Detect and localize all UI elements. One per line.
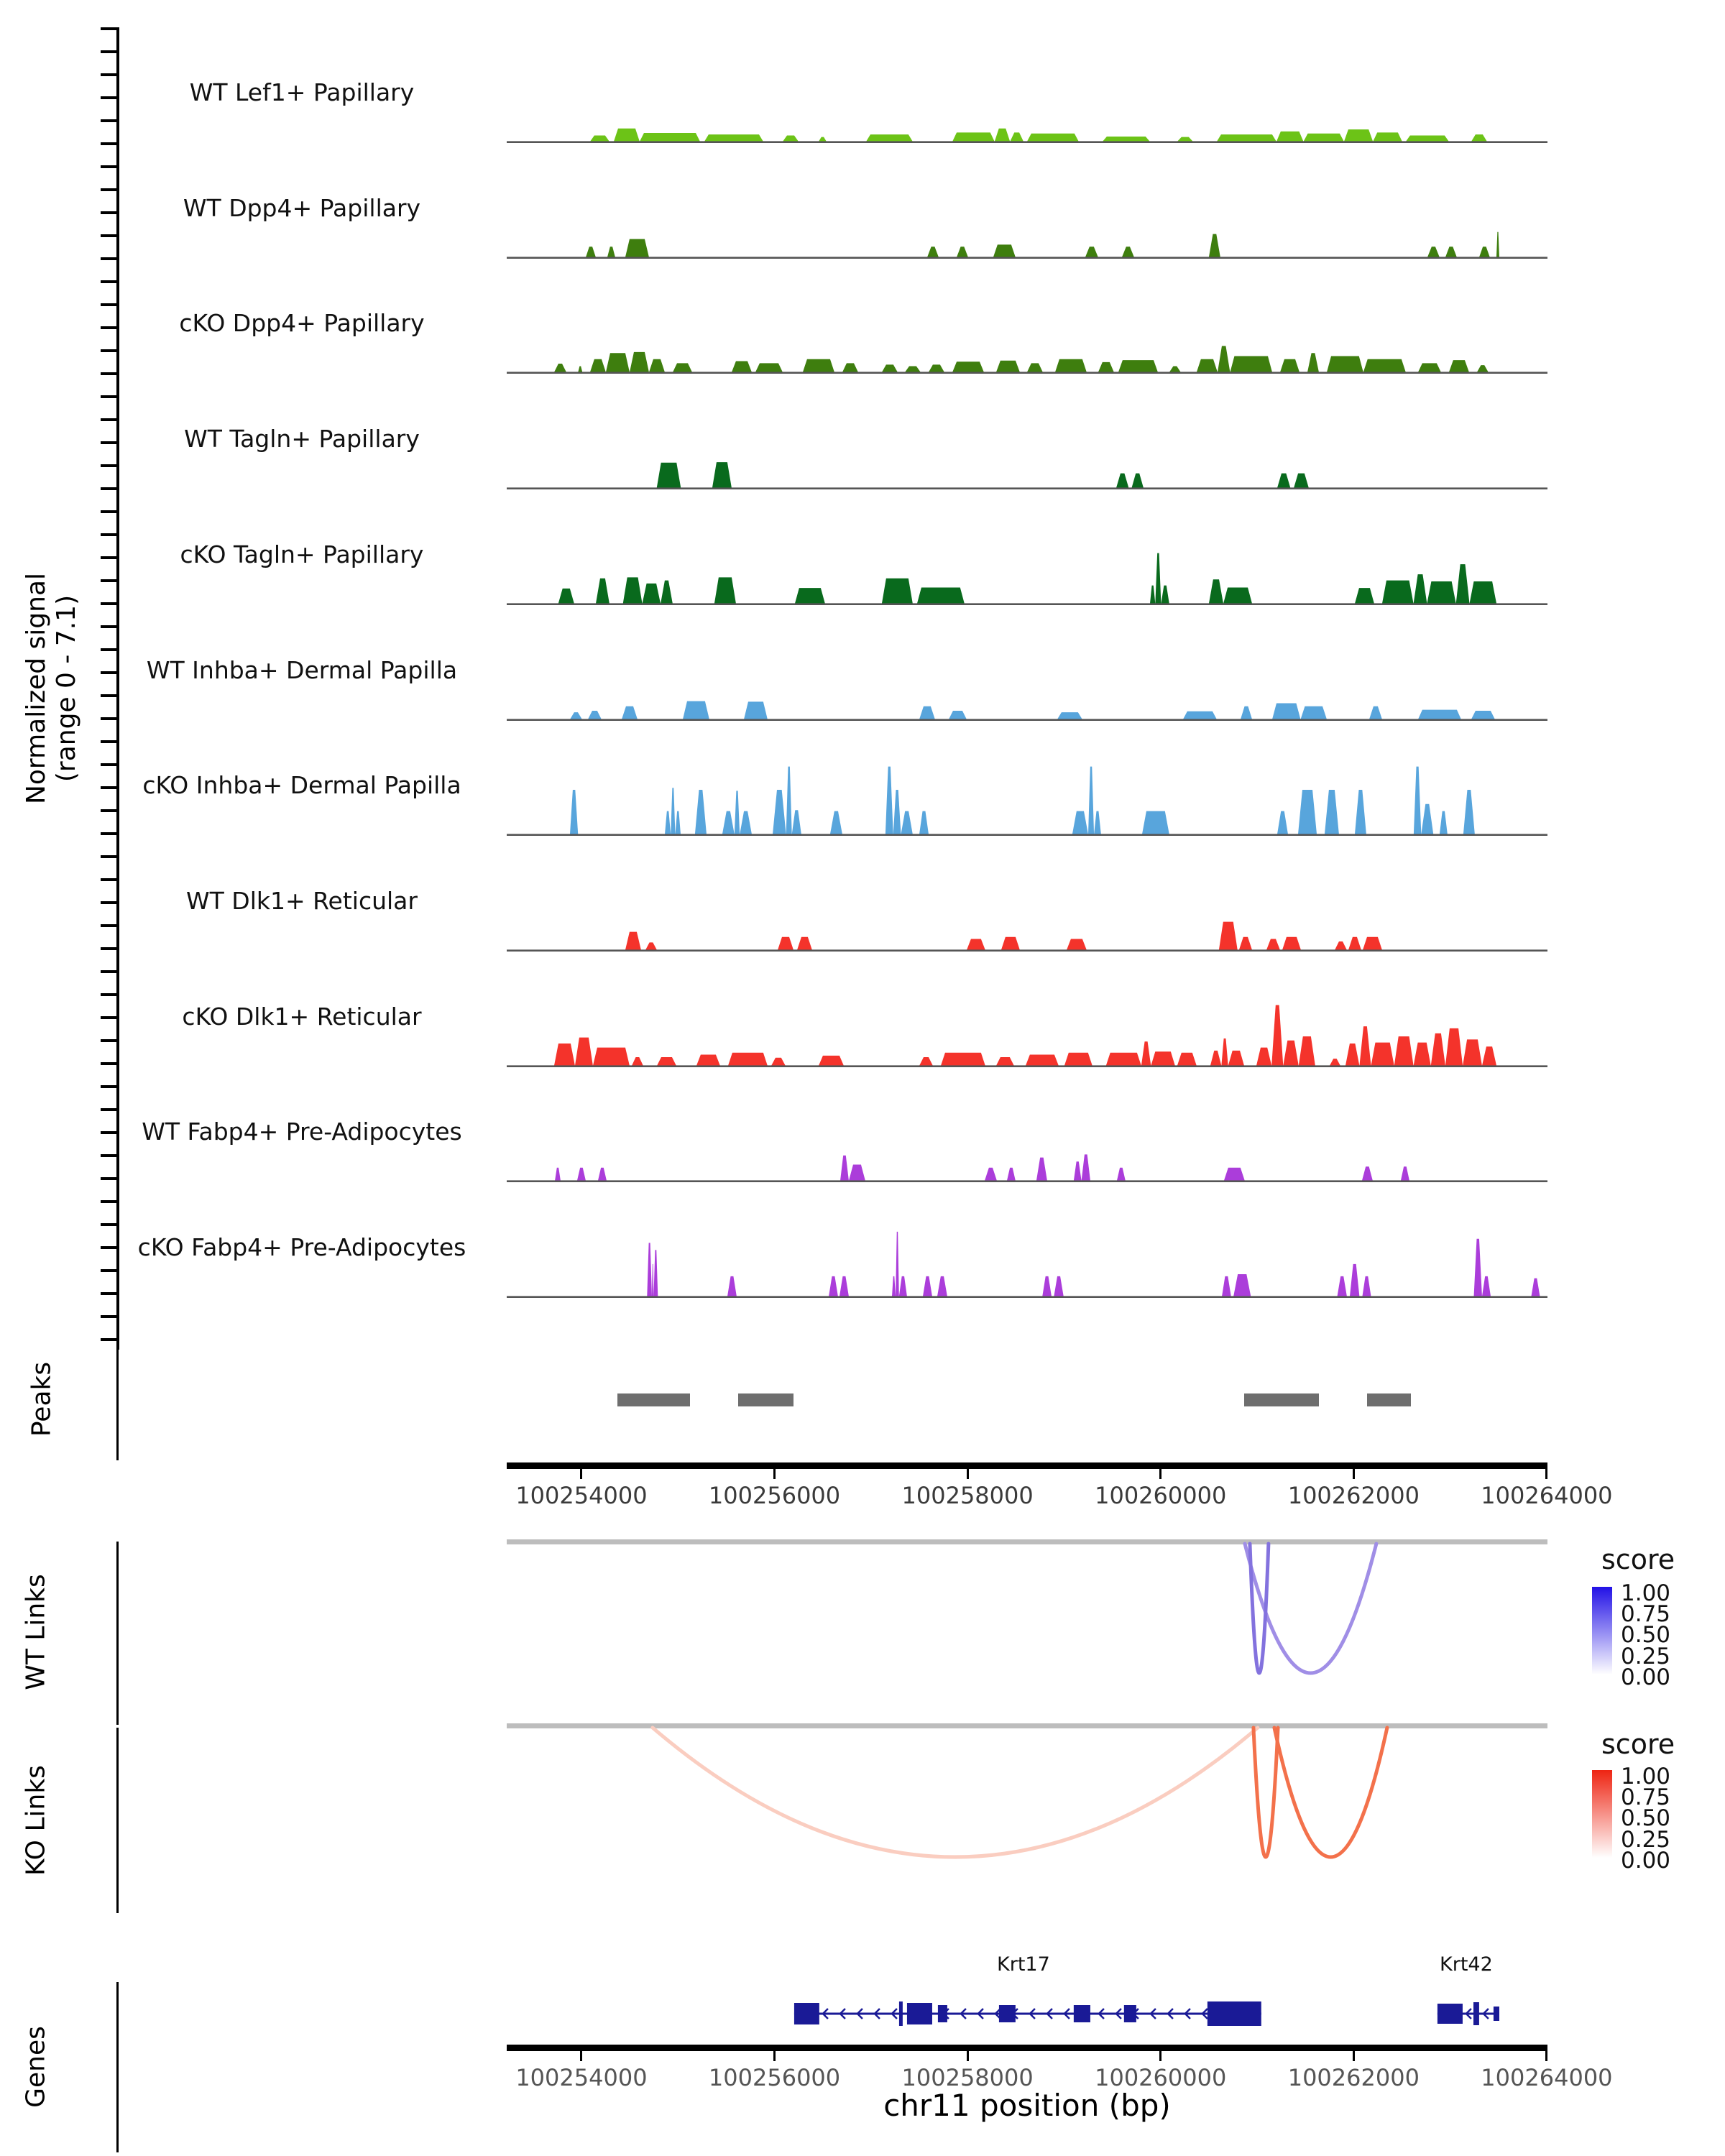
link-arc xyxy=(1274,1728,1387,1857)
legend-tick-label: 0.00 xyxy=(1621,1664,1671,1690)
axis-tick-label: 100264000 xyxy=(1481,2064,1613,2091)
legend-tick-label: 1.00 xyxy=(1621,1764,1671,1789)
genomic-axis-bottom-line xyxy=(507,2045,1547,2051)
legend-tick-label: 0.50 xyxy=(1621,1805,1671,1832)
peaks-bracket-line xyxy=(116,1338,119,1460)
axis-tick-label: 100254000 xyxy=(515,1482,648,1509)
axis-tick xyxy=(580,2051,582,2061)
axis-tick xyxy=(1159,1469,1162,1479)
track-label: cKO Tagln+ Papillary xyxy=(180,540,424,568)
track-label: WT Lef1+ Papillary xyxy=(189,78,415,106)
axis-tick xyxy=(1545,2051,1547,2061)
y-axis-title xyxy=(22,573,82,804)
legend-tick-label: 0.75 xyxy=(1621,1784,1671,1811)
gene-name: Krt17 xyxy=(997,1953,1050,1976)
axis-tick xyxy=(967,2051,969,2061)
axis-tick xyxy=(1353,1469,1355,1479)
wt-links-bracket-line xyxy=(116,1542,119,1725)
coverage-signal xyxy=(507,70,1547,144)
coverage-signal xyxy=(507,1225,1547,1299)
wt-links-section-label: WT Links xyxy=(21,1574,51,1690)
peak-interval xyxy=(1244,1393,1319,1406)
legend-tick-label: 0.25 xyxy=(1621,1643,1671,1669)
peaks-section-label: Peaks xyxy=(27,1361,57,1437)
axis-tick-label: 100260000 xyxy=(1095,2064,1227,2091)
link-arc xyxy=(1250,1544,1269,1673)
axis-tick-label: 100256000 xyxy=(708,1482,841,1509)
axis-tick-label: 100258000 xyxy=(901,2064,1034,2091)
peak-interval xyxy=(1367,1393,1411,1406)
legend-tick-label: 1.00 xyxy=(1621,1580,1671,1606)
ko-links-colorbar xyxy=(1592,1770,1612,1858)
genomic-axis-top-line xyxy=(507,1462,1547,1469)
x-axis-title: chr11 position (bp) xyxy=(883,2088,1171,2123)
track-label: WT Dlk1+ Reticular xyxy=(186,886,418,915)
axis-tick xyxy=(1545,1469,1547,1479)
wt-links-arcs xyxy=(507,1544,1547,1687)
ko-links-legend-title: score xyxy=(1601,1728,1675,1760)
axis-tick xyxy=(773,2051,776,2061)
ko-links-section-label: KO Links xyxy=(21,1765,51,1876)
axis-tick xyxy=(1159,2051,1162,2061)
coverage-signal xyxy=(507,648,1547,722)
y-axis-title-line2: (range 0 - 7.1) xyxy=(52,594,81,783)
genes-bracket-line xyxy=(116,1982,119,2152)
coverage-signal xyxy=(507,185,1547,259)
axis-tick-label: 100262000 xyxy=(1287,1482,1420,1509)
axis-tick-label: 100254000 xyxy=(515,2064,648,2091)
wt-links-legend-labels xyxy=(1621,1580,1671,1690)
coverage-signal xyxy=(507,532,1547,606)
track-label: cKO Dlk1+ Reticular xyxy=(182,1002,422,1031)
axis-tick xyxy=(580,1469,582,1479)
axis-tick xyxy=(967,1469,969,1479)
axis-tick-label: 100264000 xyxy=(1481,1482,1613,1509)
legend-tick-label: 0.25 xyxy=(1621,1826,1671,1853)
link-arc xyxy=(653,1728,1258,1857)
axis-tick-label: 100258000 xyxy=(901,1482,1034,1509)
coverage-signal xyxy=(507,994,1547,1068)
peak-interval xyxy=(738,1393,794,1406)
y-axis-tickmarks xyxy=(101,27,116,1350)
ko-links-legend-labels xyxy=(1621,1764,1671,1874)
axis-tick-label: 100262000 xyxy=(1287,2064,1420,2091)
track-label: WT Dpp4+ Papillary xyxy=(183,193,421,222)
gene-models xyxy=(507,1996,1547,2037)
coverage-signal xyxy=(507,300,1547,374)
wt-links-colorbar xyxy=(1592,1587,1612,1674)
track-label: cKO Inhba+ Dermal Papilla xyxy=(142,771,461,800)
genes-section-label: Genes xyxy=(21,2026,51,2108)
legend-tick-label: 0.00 xyxy=(1621,1847,1671,1874)
wt-links-legend-title: score xyxy=(1601,1544,1675,1575)
track-label: WT Tagln+ Papillary xyxy=(184,425,420,453)
axis-tick-label: 100256000 xyxy=(708,2064,841,2091)
coverage-signal xyxy=(507,1109,1547,1183)
peak-interval xyxy=(617,1393,690,1406)
axis-tick xyxy=(1353,2051,1355,2061)
y-axis-line xyxy=(116,27,119,1350)
track-label: WT Fabp4+ Pre-Adipocytes xyxy=(142,1118,462,1146)
track-label: cKO Fabp4+ Pre-Adipocytes xyxy=(137,1233,466,1261)
link-arc xyxy=(1254,1728,1278,1857)
track-label: WT Inhba+ Dermal Papilla xyxy=(146,655,458,684)
legend-tick-label: 0.50 xyxy=(1621,1622,1671,1649)
coverage-signal xyxy=(507,878,1547,952)
gene-name: Krt42 xyxy=(1440,1953,1493,1976)
coverage-signal xyxy=(507,763,1547,837)
track-label: cKO Dpp4+ Papillary xyxy=(179,309,425,338)
ko-links-bracket-line xyxy=(116,1728,119,1913)
axis-tick xyxy=(773,1469,776,1479)
ko-links-arcs xyxy=(507,1728,1547,1871)
coverage-signal xyxy=(507,416,1547,490)
legend-tick-label: 0.75 xyxy=(1621,1601,1671,1628)
axis-tick-label: 100260000 xyxy=(1095,1482,1227,1509)
y-axis-title-line1: Normalized signal xyxy=(22,572,51,805)
